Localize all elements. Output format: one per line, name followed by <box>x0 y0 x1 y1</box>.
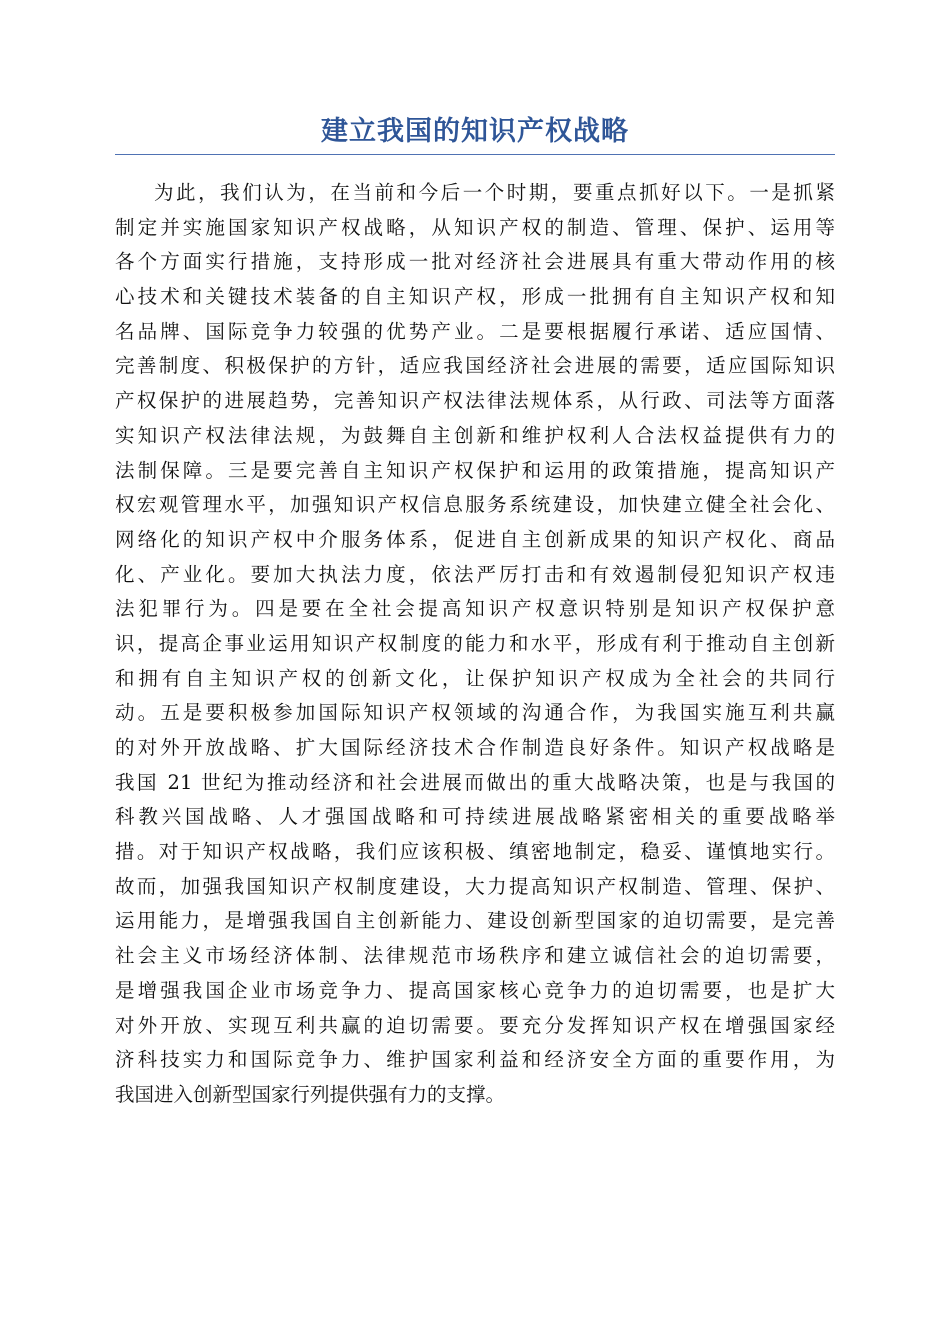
text-line: 我国进入创新型国家行列提供强有力的支撑。 <box>115 1082 506 1106</box>
document-title: 建立我国的知识产权战略 <box>321 116 629 147</box>
text-line: 动。五是要积极参加国际知识产权领域的沟通合作，为我国实施互利共赢 <box>115 701 835 725</box>
body-paragraph <box>115 176 835 1113</box>
text-line: 济科技实力和国际竞争力、维护国家利益和经济安全方面的重要作用，为 <box>115 1048 835 1072</box>
text-line: 对外开放、实现互利共赢的迫切需要。要充分发挥知识产权在增强国家经 <box>115 1013 835 1037</box>
text-line: 制定并实施国家知识产权战略，从知识产权的制造、管理、保护、运用等 <box>115 215 835 239</box>
text-line: 心技术和关键技术装备的自主知识产权，形成一批拥有自主知识产权和知 <box>115 285 835 309</box>
text-line: 实知识产权法律法规，为鼓舞自主创新和维护权利人合法权益提供有力的 <box>115 423 835 447</box>
text-line: 的对外开放战略、扩大国际经济技术合作制造良好条件。知识产权战略是 <box>115 736 835 759</box>
text-line: 化、产业化。要加大执法力度，依法严厉打击和有效遏制侵犯知识产权违 <box>115 562 835 586</box>
text-line: 科教兴国战略、人才强国战略和可持续进展战略紧密相关的重要战略举 <box>115 805 835 829</box>
text-line: 识，提高企事业运用知识产权制度的能力和水平，形成有利于推动自主创新 <box>115 631 835 655</box>
text-line: 权宏观管理水平，加强知识产权信息服务系统建设，加快建立健全社会化、 <box>115 493 835 517</box>
title-underline <box>115 154 835 155</box>
text-line: 和拥有自主知识产权的创新文化，让保护知识产权成为全社会的共同行 <box>115 666 835 690</box>
text-line: 产权保护的进展趋势，完善知识产权法律法规体系，从行政、司法等方面落 <box>115 389 835 413</box>
text-line: 法制保障。三是要完善自主知识产权保护和运用的政策措施，提高知识产 <box>115 458 835 482</box>
text-line: 是增强我国企业市场竞争力、提高国家核心竞争力的迫切需要，也是扩大 <box>115 978 835 1002</box>
text-line: 名品牌、国际竞争力较强的优势产业。二是要根据履行承诺、适应国情、 <box>115 319 835 343</box>
text-line: 故而，加强我国知识产权制度建设，大力提高知识产权制造、管理、保护、 <box>115 874 835 898</box>
text-line: 网络化的知识产权中介服务体系，促进自主创新成果的知识产权化、商品 <box>115 527 835 551</box>
text-line: 运用能力，是增强我国自主创新能力、建设创新型国家的迫切需要，是完善 <box>115 909 835 933</box>
text-line: 社会主义市场经济体制、法律规范市场秩序和建立诚信社会的迫切需要， <box>115 944 835 968</box>
text-line: 我国 21 世纪为推动经济和社会进展而做出的重大战略决策，也是与我国的 <box>115 770 835 794</box>
text-line: 各个方面实行措施，支持形成一批对经济社会进展具有重大带动作用的核 <box>115 250 835 274</box>
text-line: 措。对于知识产权战略，我们应该积极、缜密地制定，稳妥、谨慎地实行。 <box>115 840 835 864</box>
text-line: 法犯罪行为。四是要在全社会提高知识产权意识特别是知识产权保护意 <box>115 597 835 621</box>
text-line: 完善制度、积极保护的方针，适应我国经济社会进展的需要，适应国际知识 <box>115 354 835 378</box>
text-line: 为此，我们认为，在当前和今后一个时期，要重点抓好以下。一是抓紧 <box>154 181 835 204</box>
